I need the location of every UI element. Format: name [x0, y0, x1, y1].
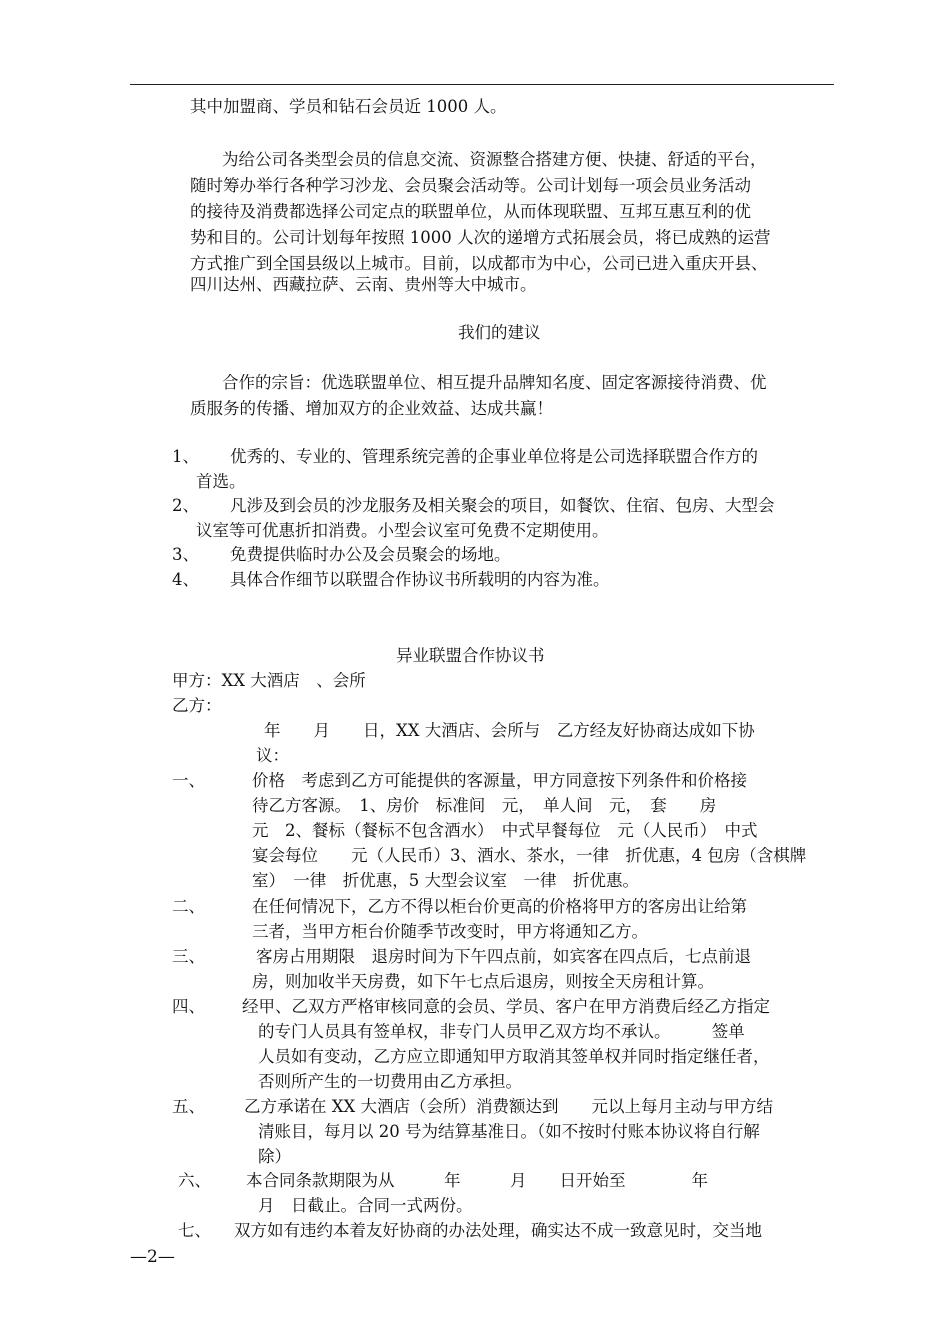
- para1-line: 为给公司各类型会员的信息交流、资源整合搭建方便、快捷、舒适的平台，: [222, 150, 767, 169]
- header-rule: [130, 84, 834, 85]
- clause-line: 否则所产生的一切费用由乙方承担。: [258, 1072, 522, 1091]
- list-item: 免费提供临时办公及会员聚会的场地。: [230, 545, 511, 564]
- clause-line: 的专门人员具有签单权，非专门人员甲乙双方均不承认。 签单: [258, 1022, 745, 1041]
- clause-number: 二、: [172, 897, 205, 916]
- para1-line: 的接待及消费都选择公司定点的联盟单位，从而体现联盟、互邦互惠互利的优: [190, 202, 751, 221]
- preamble-line: 议：: [256, 746, 289, 765]
- para1-line: 方式推广到全国县级以上城市。目前，以成都市为中心，公司已进入重庆开县、: [190, 254, 768, 273]
- para1-line: 随时筹办举行各种学习沙龙、会员聚会活动等。公司计划每一项会员业务活动: [190, 176, 751, 195]
- purpose-line: 质服务的传播、增加双方的企业效益、达成共赢！: [190, 399, 553, 418]
- clause-number: 三、: [172, 947, 205, 966]
- para1-line: 势和目的。公司计划每年按照 1000 人次的递增方式拓展会员，将已成熟的运营: [190, 228, 771, 247]
- list-item: 具体合作细节以联盟合作协议书所载明的内容为准。: [230, 570, 610, 589]
- clause-line: 双方如有违约本着友好协商的办法处理，确实达不成一致意见时，交当地: [234, 1221, 762, 1240]
- list-number: 1、: [172, 447, 199, 466]
- list-number: 2、: [172, 496, 199, 515]
- clause-line: 在任何情况下，乙方不得以柜台价更高的价格将甲方的客房出让给第: [252, 897, 747, 916]
- page-number: —2—: [130, 1247, 175, 1267]
- list-number: 4、: [172, 570, 199, 589]
- list-item: 首选。: [196, 472, 246, 491]
- intro-line: 其中加盟商、学员和钻石会员近 1000 人。: [190, 97, 507, 116]
- clause-line: 本合同条款期限为从 年 月 日开始至 年: [246, 1171, 708, 1190]
- section-title: 我们的建议: [458, 323, 541, 342]
- clause-line: 人员如有变动，乙方应立即通知甲方取消其签单权并同时指定继任者，: [258, 1047, 770, 1066]
- list-item: 优秀的、专业的、管理系统完善的企事业单位将是公司选择联盟合作方的: [230, 447, 758, 466]
- clause-number: 一、: [172, 771, 205, 790]
- clause-line: 元 2、餐标（餐标不包含酒水） 中式早餐每位 元（人民币） 中式: [252, 821, 758, 840]
- clause-line: 价格 考虑到乙方可能提供的客源量，甲方同意按下列条件和价格接: [252, 771, 747, 790]
- list-item: 凡涉及到会员的沙龙服务及相关聚会的项目，如餐饮、住宿、包房、大型会: [230, 496, 775, 515]
- clause-line: 除）: [258, 1147, 291, 1166]
- clause-line: 客房占用期限 退房时间为下午四点前，如宾客在四点后，七点前退: [256, 947, 751, 966]
- clause-line: 宴会每位 元（人民币）3、酒水、茶水，一律 折优惠，4 包房（含棋牌: [252, 846, 807, 865]
- clause-line: 乙方承诺在 XX 大酒店（会所）消费额达到 元以上每月主动与甲方结: [244, 1097, 773, 1116]
- party-a: 甲方：XX 大酒店 、会所: [172, 671, 366, 690]
- preamble-line: 年 月 日，XX 大酒店、会所与 乙方经友好协商达成如下协: [264, 721, 755, 740]
- clause-line: 三者，当甲方柜台价随季节改变时，甲方将通知乙方。: [252, 922, 648, 941]
- clause-line: 房，则加收半天房费，如下午七点后退房，则按全天房租计算。: [252, 972, 714, 991]
- purpose-line: 合作的宗旨：优选联盟单位、相互提升品牌知名度、固定客源接待消费、优: [222, 373, 767, 392]
- clause-line: 清账目，每月以 20 号为结算基准日。（如不按时付账本协议将自行解: [258, 1122, 760, 1141]
- list-number: 3、: [172, 545, 199, 564]
- clause-line: 待乙方客源。 1、房价 标准间 元， 单人间 元， 套 房: [252, 796, 717, 815]
- para1-line: 四川达州、西藏拉萨、云南、贵州等大中城市。: [190, 275, 537, 294]
- clause-line: 月 日截止。合同一式两份。: [258, 1196, 473, 1215]
- clause-number: 四、: [172, 997, 205, 1016]
- agreement-title: 异业联盟合作协议书: [396, 646, 545, 665]
- clause-line: 经甲、乙双方严格审核同意的会员、学员、客户在甲方消费后经乙方指定: [242, 997, 770, 1016]
- clause-number: 六、: [178, 1171, 211, 1190]
- clause-line: 室） 一律 折优惠，5 大型会议室 一律 折优惠。: [252, 871, 639, 890]
- party-b: 乙方：: [172, 696, 222, 715]
- clause-number: 五、: [172, 1097, 205, 1116]
- clause-number: 七、: [178, 1221, 211, 1240]
- list-item: 议室等可优惠折扣消费。小型会议室可免费不定期使用。: [196, 521, 609, 540]
